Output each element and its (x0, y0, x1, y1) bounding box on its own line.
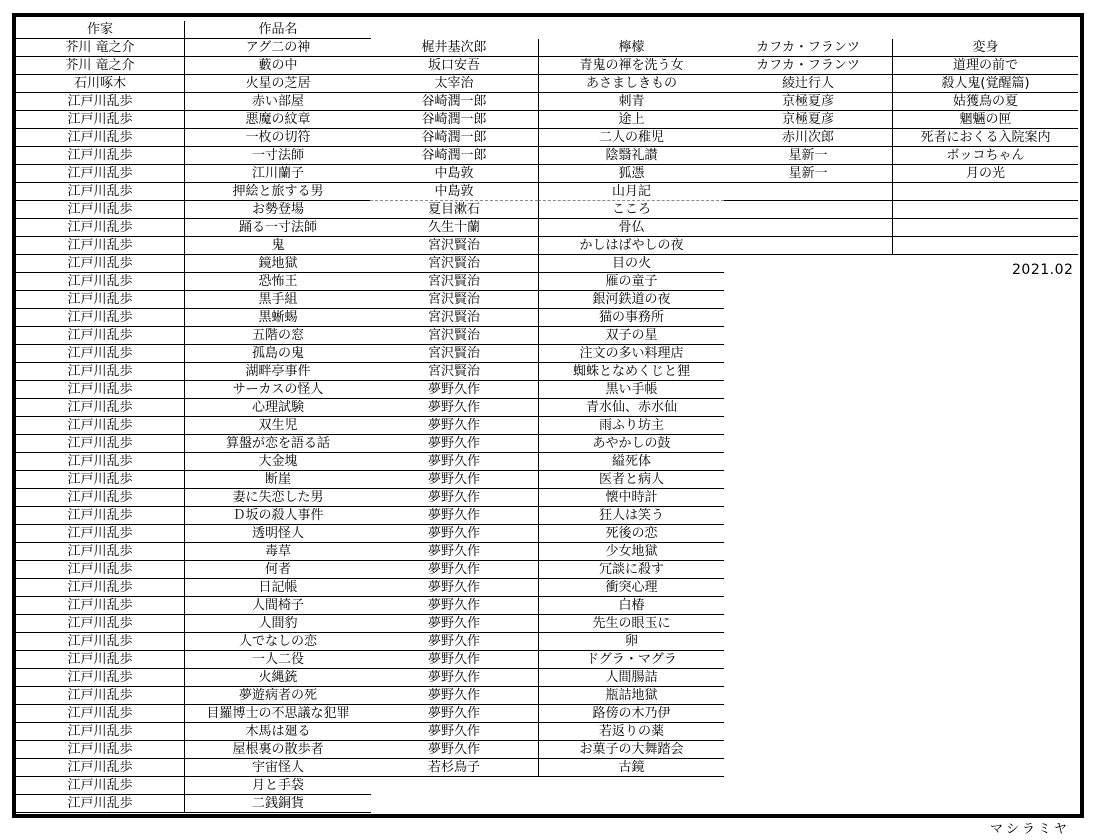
table-row (370, 129, 724, 147)
title-cell: 人間椅子 (184, 597, 371, 615)
author-cell (724, 183, 892, 201)
author-cell: 久生十蘭 (370, 219, 538, 237)
author-cell: 江戸川乱歩 (16, 471, 184, 489)
title-cell: 懐中時計 (538, 489, 724, 507)
title-cell: 江川蘭子 (184, 165, 371, 183)
table-row (16, 165, 371, 183)
title-cell: 木馬は廻る (184, 723, 371, 741)
title-cell: 冗談に殺す (538, 561, 724, 579)
title-cell: 鏡地獄 (184, 255, 371, 273)
table-row (724, 219, 1078, 237)
table-row (724, 183, 1078, 201)
table-row (724, 165, 1078, 183)
author-cell: 梶井基次郎 (370, 39, 538, 57)
table-row (370, 147, 724, 165)
table-row (370, 525, 724, 543)
title-cell: 恐怖王 (184, 273, 371, 291)
title-cell: 若返りの薬 (538, 723, 724, 741)
author-cell: 江戸川乱歩 (16, 561, 184, 579)
author-cell: 宮沢賢治 (370, 363, 538, 381)
author-cell: 夢野久作 (370, 525, 538, 543)
author-cell: 芥川 竜之介 (16, 57, 184, 75)
table-row (16, 345, 371, 363)
author-cell: 星新一 (724, 147, 892, 165)
title-cell: 刺青 (538, 93, 724, 111)
table-row (370, 651, 724, 669)
title-cell: 藪の中 (184, 57, 371, 75)
author-cell: 江戸川乱歩 (16, 777, 184, 795)
table-row (370, 111, 724, 129)
title-cell: あさましきもの (538, 75, 724, 93)
author-cell: 江戸川乱歩 (16, 705, 184, 723)
author-cell: 江戸川乱歩 (16, 345, 184, 363)
author-cell: 夢野久作 (370, 471, 538, 489)
table-author-list-1 (16, 21, 371, 813)
table-row (370, 57, 724, 75)
title-cell: 大金塊 (184, 453, 371, 471)
table-row (16, 669, 371, 687)
author-cell: カフカ・フランツ (724, 57, 892, 75)
title-cell: 人間豹 (184, 615, 371, 633)
title-cell: 銀河鉄道の夜 (538, 291, 724, 309)
table-row (16, 705, 371, 723)
table-row (724, 93, 1078, 111)
title-cell: Ｄ坂の殺人事件 (184, 507, 371, 525)
table-row (370, 201, 724, 219)
table-row (16, 327, 371, 345)
table-row (16, 183, 371, 201)
table-row (16, 453, 371, 471)
title-cell: 断崖 (184, 471, 371, 489)
table-row (16, 255, 371, 273)
author-cell: 江戸川乱歩 (16, 219, 184, 237)
table-row (370, 219, 724, 237)
table-row (16, 597, 371, 615)
table-row (16, 273, 371, 291)
table-row (370, 381, 724, 399)
table-row (16, 651, 371, 669)
author-cell: 江戸川乱歩 (16, 291, 184, 309)
author-cell: 江戸川乱歩 (16, 669, 184, 687)
title-cell: 猫の事務所 (538, 309, 724, 327)
table-row (16, 147, 371, 165)
table-row (370, 327, 724, 345)
table-row (16, 741, 371, 759)
title-cell: 宇宙怪人 (184, 759, 371, 777)
table-row (16, 39, 371, 57)
title-cell: 踊る一寸法師 (184, 219, 371, 237)
author-cell: 宮沢賢治 (370, 273, 538, 291)
table-row (724, 75, 1078, 93)
title-cell: サーカスの怪人 (184, 381, 371, 399)
author-cell: 江戸川乱歩 (16, 363, 184, 381)
author-cell: 京極夏彦 (724, 111, 892, 129)
author-cell: 星新一 (724, 165, 892, 183)
title-cell: 火星の芝居 (184, 75, 371, 93)
title-cell: 死者におくる入院案内 (892, 129, 1078, 147)
author-cell: 江戸川乱歩 (16, 93, 184, 111)
title-cell: 日記帳 (184, 579, 371, 597)
table-row (16, 561, 371, 579)
author-cell: 赤川次郎 (724, 129, 892, 147)
title-cell: 魍魎の匣 (892, 111, 1078, 129)
title-cell: 一枚の切符 (184, 129, 371, 147)
author-cell: 江戸川乱歩 (16, 525, 184, 543)
author-cell: カフカ・フランツ (724, 39, 892, 57)
author-cell: 夏目漱石 (370, 201, 538, 219)
author-cell: 若杉鳥子 (370, 759, 538, 777)
table-row (16, 723, 371, 741)
author-cell: 江戸川乱歩 (16, 579, 184, 597)
author-cell: 江戸川乱歩 (16, 327, 184, 345)
author-cell: 江戸川乱歩 (16, 615, 184, 633)
table-row (16, 471, 371, 489)
table-author-list-3 (724, 39, 1078, 255)
title-cell: 変身 (892, 39, 1078, 57)
title-cell: ドグラ・マグラ (538, 651, 724, 669)
title-cell: 何者 (184, 561, 371, 579)
table-row (16, 363, 371, 381)
header-row (16, 21, 371, 39)
table-row (16, 201, 371, 219)
author-cell: 江戸川乱歩 (16, 687, 184, 705)
table-row (16, 615, 371, 633)
title-cell: 姑獲鳥の夏 (892, 93, 1078, 111)
author-cell: 谷崎潤一郎 (370, 147, 538, 165)
table-row (370, 345, 724, 363)
title-cell: お勢登場 (184, 201, 371, 219)
author-cell: 江戸川乱歩 (16, 741, 184, 759)
table-row (370, 183, 724, 201)
author-cell: 江戸川乱歩 (16, 147, 184, 165)
table-row (16, 237, 371, 255)
title-cell (892, 219, 1078, 237)
table-row (370, 633, 724, 651)
author-cell: 江戸川乱歩 (16, 255, 184, 273)
table-row (370, 471, 724, 489)
table-row (370, 165, 724, 183)
table-row (370, 399, 724, 417)
title-cell (892, 201, 1078, 219)
table-row (16, 543, 371, 561)
title-cell: お菓子の大舞踏会 (538, 741, 724, 759)
table-row (370, 741, 724, 759)
author-cell: 夢野久作 (370, 381, 538, 399)
table-row (16, 111, 371, 129)
author-cell: 江戸川乱歩 (16, 309, 184, 327)
title-cell: 陰翳礼讃 (538, 147, 724, 165)
author-cell: 江戸川乱歩 (16, 597, 184, 615)
table-row (16, 291, 371, 309)
title-cell: 二人の稚児 (538, 129, 724, 147)
title-cell: 人でなしの恋 (184, 633, 371, 651)
author-cell: 江戸川乱歩 (16, 795, 184, 813)
title-cell (892, 183, 1078, 201)
title-cell: 青鬼の褌を洗う女 (538, 57, 724, 75)
table-row (724, 39, 1078, 57)
author-cell: 江戸川乱歩 (16, 417, 184, 435)
title-cell: 月と手袋 (184, 777, 371, 795)
author-cell: 夢野久作 (370, 399, 538, 417)
title-cell: 二銭銅貨 (184, 795, 371, 813)
author-cell: 石川啄木 (16, 75, 184, 93)
title-cell: 透明怪人 (184, 525, 371, 543)
table-row (370, 273, 724, 291)
title-cell: ボッコちゃん (892, 147, 1078, 165)
title-cell: 屋根裏の散歩者 (184, 741, 371, 759)
table-row (16, 129, 371, 147)
table-row (16, 435, 371, 453)
table-row (16, 93, 371, 111)
table-row (724, 237, 1078, 255)
title-cell: 殺人鬼(覚醒篇) (892, 75, 1078, 93)
title-cell: 五階の窓 (184, 327, 371, 345)
table-row (370, 39, 724, 57)
title-cell: 黒蜥蜴 (184, 309, 371, 327)
table-row (370, 75, 724, 93)
table-row (370, 597, 724, 615)
table-row (370, 723, 724, 741)
author-cell: 宮沢賢治 (370, 291, 538, 309)
table-row (724, 129, 1078, 147)
author-cell: 江戸川乱歩 (16, 723, 184, 741)
author-cell: 江戸川乱歩 (16, 183, 184, 201)
table-row (724, 57, 1078, 75)
author-cell: 江戸川乱歩 (16, 129, 184, 147)
title-cell: 目羅博士の不思議な犯罪 (184, 705, 371, 723)
table-row (16, 759, 371, 777)
author-cell: 谷崎潤一郎 (370, 111, 538, 129)
title-cell: 注文の多い料理店 (538, 345, 724, 363)
author-cell: 京極夏彦 (724, 93, 892, 111)
author-cell: 宮沢賢治 (370, 327, 538, 345)
title-cell: こころ (538, 201, 724, 219)
table-row (370, 453, 724, 471)
author-cell: 夢野久作 (370, 453, 538, 471)
table-row (370, 759, 724, 777)
table-row (370, 561, 724, 579)
table-row (370, 309, 724, 327)
author-cell: 江戸川乱歩 (16, 543, 184, 561)
title-cell: 人間腸詰 (538, 669, 724, 687)
title-cell: 白椿 (538, 597, 724, 615)
table-row (370, 291, 724, 309)
title-cell: 檸檬 (538, 39, 724, 57)
title-cell: 雁の童子 (538, 273, 724, 291)
table-row (370, 705, 724, 723)
title-cell: 先生の眼玉に (538, 615, 724, 633)
author-cell: 太宰治 (370, 75, 538, 93)
table-row (370, 489, 724, 507)
author-cell: 江戸川乱歩 (16, 759, 184, 777)
table-row (370, 237, 724, 255)
author-cell (724, 237, 892, 255)
author-cell: 夢野久作 (370, 741, 538, 759)
author-cell: 江戸川乱歩 (16, 237, 184, 255)
title-cell: 医者と病人 (538, 471, 724, 489)
table-row (370, 507, 724, 525)
header-title: 作品名 (184, 21, 371, 39)
table-row (16, 687, 371, 705)
author-cell: 江戸川乱歩 (16, 399, 184, 417)
title-cell: 黒い手帳 (538, 381, 724, 399)
title-cell: 妻に失恋した男 (184, 489, 371, 507)
author-cell: 夢野久作 (370, 633, 538, 651)
author-cell: 江戸川乱歩 (16, 273, 184, 291)
title-cell: 鬼 (184, 237, 371, 255)
title-cell: 狂人は笑う (538, 507, 724, 525)
title-cell: 一人二役 (184, 651, 371, 669)
title-cell: 悪魔の紋章 (184, 111, 371, 129)
author-cell: 夢野久作 (370, 417, 538, 435)
table-row (370, 669, 724, 687)
title-cell: 夢遊病者の死 (184, 687, 371, 705)
author-cell: 夢野久作 (370, 579, 538, 597)
title-cell: アグ二の神 (184, 39, 371, 57)
table-row (16, 777, 371, 795)
author-cell: 夢野久作 (370, 543, 538, 561)
author-cell (724, 219, 892, 237)
author-cell: 綾辻行人 (724, 75, 892, 93)
title-cell: 心理試験 (184, 399, 371, 417)
title-cell: 孤島の鬼 (184, 345, 371, 363)
table-row (16, 75, 371, 93)
author-cell: 江戸川乱歩 (16, 435, 184, 453)
title-cell: 少女地獄 (538, 543, 724, 561)
title-cell (892, 237, 1078, 255)
author-cell: 坂口安吾 (370, 57, 538, 75)
author-cell: 夢野久作 (370, 723, 538, 741)
author-cell: 谷崎潤一郎 (370, 129, 538, 147)
title-cell: 黒手組 (184, 291, 371, 309)
table-row (16, 507, 371, 525)
table-row (16, 489, 371, 507)
table-row (370, 255, 724, 273)
table-row (724, 201, 1078, 219)
table-author-list-2 (370, 39, 724, 777)
table-row (724, 147, 1078, 165)
title-cell: 路傍の木乃伊 (538, 705, 724, 723)
table-row (16, 309, 371, 327)
title-cell: 死後の恋 (538, 525, 724, 543)
author-cell: 夢野久作 (370, 597, 538, 615)
table-row (370, 579, 724, 597)
title-cell: 目の火 (538, 255, 724, 273)
author-cell: 江戸川乱歩 (16, 111, 184, 129)
author-cell: 夢野久作 (370, 489, 538, 507)
author-cell: 夢野久作 (370, 507, 538, 525)
title-cell: 赤い部屋 (184, 93, 371, 111)
author-cell: 江戸川乱歩 (16, 489, 184, 507)
title-cell: あやかしの鼓 (538, 435, 724, 453)
author-cell: 宮沢賢治 (370, 255, 538, 273)
table-row (370, 435, 724, 453)
title-cell: 縊死体 (538, 453, 724, 471)
title-cell: 月の光 (892, 165, 1078, 183)
title-cell: 途上 (538, 111, 724, 129)
author-cell: 夢野久作 (370, 669, 538, 687)
author-cell: 宮沢賢治 (370, 345, 538, 363)
author-cell: 宮沢賢治 (370, 237, 538, 255)
title-cell: 狐憑 (538, 165, 724, 183)
table-row (724, 111, 1078, 129)
author-cell: 宮沢賢治 (370, 309, 538, 327)
title-cell: 骨仏 (538, 219, 724, 237)
author-cell: 夢野久作 (370, 615, 538, 633)
author-cell: 江戸川乱歩 (16, 507, 184, 525)
table-row (370, 615, 724, 633)
header-author: 作家 (16, 21, 184, 39)
table-row (16, 57, 371, 75)
date-label: 2021.02 (1012, 262, 1074, 278)
table-row (16, 525, 371, 543)
table-row (370, 93, 724, 111)
table-row (16, 795, 371, 813)
author-cell: 夢野久作 (370, 705, 538, 723)
title-cell: 湖畔亭事件 (184, 363, 371, 381)
table-row (370, 417, 724, 435)
author-cell: 江戸川乱歩 (16, 165, 184, 183)
title-cell: 雨ふり坊主 (538, 417, 724, 435)
author-cell: 江戸川乱歩 (16, 201, 184, 219)
title-cell: 卵 (538, 633, 724, 651)
title-cell: 算盤が恋を語る話 (184, 435, 371, 453)
title-cell: 古鏡 (538, 759, 724, 777)
signature: マシラミヤ (990, 822, 1071, 837)
title-cell: 衝突心理 (538, 579, 724, 597)
author-cell: 夢野久作 (370, 651, 538, 669)
title-cell: 蜘蛛となめくじと狸 (538, 363, 724, 381)
author-cell: 中島敦 (370, 183, 538, 201)
title-cell: 火縄銃 (184, 669, 371, 687)
author-cell: 夢野久作 (370, 435, 538, 453)
author-cell: 夢野久作 (370, 687, 538, 705)
title-cell: 山月記 (538, 183, 724, 201)
title-cell: 瓶詰地獄 (538, 687, 724, 705)
author-cell: 江戸川乱歩 (16, 381, 184, 399)
author-cell: 芥川 竜之介 (16, 39, 184, 57)
title-cell: 毒草 (184, 543, 371, 561)
title-cell: 双生児 (184, 417, 371, 435)
author-cell: 江戸川乱歩 (16, 453, 184, 471)
title-cell: 押絵と旅する男 (184, 183, 371, 201)
table-row (16, 579, 371, 597)
author-cell: 江戸川乱歩 (16, 651, 184, 669)
table-row (370, 687, 724, 705)
author-cell: 江戸川乱歩 (16, 633, 184, 651)
title-cell: かしはばやしの夜 (538, 237, 724, 255)
table-row (370, 363, 724, 381)
table-row (16, 219, 371, 237)
title-cell: 青水仙、赤水仙 (538, 399, 724, 417)
table-row (370, 543, 724, 561)
table-row (16, 399, 371, 417)
table-row (16, 381, 371, 399)
title-cell: 道理の前で (892, 57, 1078, 75)
author-cell: 谷崎潤一郎 (370, 93, 538, 111)
author-cell: 夢野久作 (370, 561, 538, 579)
table-row (16, 417, 371, 435)
title-cell: 一寸法師 (184, 147, 371, 165)
author-cell: 中島敦 (370, 165, 538, 183)
table-row (16, 633, 371, 651)
author-cell (724, 201, 892, 219)
title-cell: 双子の星 (538, 327, 724, 345)
